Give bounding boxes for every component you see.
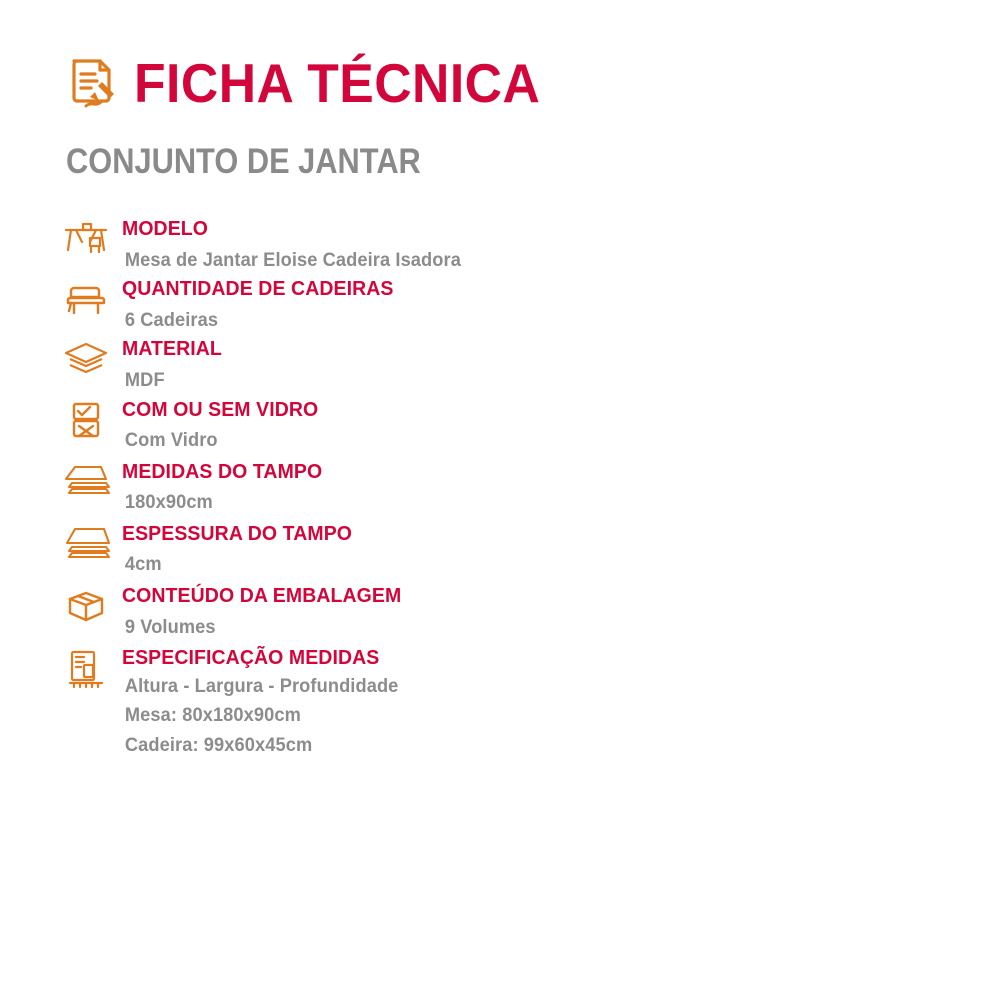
spec-value: Mesa: 80x180x90cm (124, 705, 301, 727)
spec-value: 6 Cadeiras (124, 309, 219, 331)
open-box-icon (60, 583, 112, 629)
layers-icon (60, 336, 112, 382)
list-item (60, 521, 1000, 579)
document-header (0, 0, 1000, 114)
list-item (60, 216, 1000, 274)
tabletop-thickness-icon (60, 521, 112, 567)
list-item (60, 276, 1000, 334)
page-subtitle: CONJUNTO DE JANTAR (66, 142, 421, 181)
spec-value: Mesa de Jantar Eloise Cadeira Isadora (124, 249, 461, 271)
blueprint-ruler-icon (60, 645, 112, 691)
spec-label: ESPESSURA DO TAMPO (122, 521, 353, 545)
list-item (60, 459, 1000, 517)
spec-value: Cadeira: 99x60x45cm (124, 734, 313, 756)
spec-label: CONTEÚDO DA EMBALAGEM (122, 584, 402, 608)
list-item (60, 583, 1000, 641)
table-and-chair-icon (60, 216, 112, 262)
spec-label: ESPECIFICAÇÃO MEDIDAS (122, 646, 380, 670)
spec-label: QUANTIDADE DE CADEIRAS (122, 277, 394, 301)
list-item (60, 645, 1000, 759)
spec-label: MATERIAL (122, 337, 222, 361)
spec-value: Com Vidro (124, 430, 218, 452)
spec-label: MODELO (122, 217, 209, 240)
spec-value: 9 Volumes (124, 616, 216, 638)
spec-value: MDF (124, 369, 165, 391)
spec-value: 4cm (124, 554, 162, 576)
spec-value: 180x90cm (124, 492, 213, 514)
spec-value: Altura - Largura - Profundidade (124, 675, 399, 697)
clipboard-pencil-icon (62, 52, 124, 114)
tabletop-sheets-icon (60, 459, 112, 505)
list-item (60, 397, 1000, 455)
spec-label: COM OU SEM VIDRO (122, 397, 319, 421)
spec-list (0, 216, 1000, 759)
checkbox-choice-icon (60, 397, 112, 443)
page-title: FICHA TÉCNICA (134, 51, 541, 114)
list-item (60, 336, 1000, 394)
chair-icon (60, 276, 112, 322)
spec-label: MEDIDAS DO TAMPO (122, 459, 323, 483)
